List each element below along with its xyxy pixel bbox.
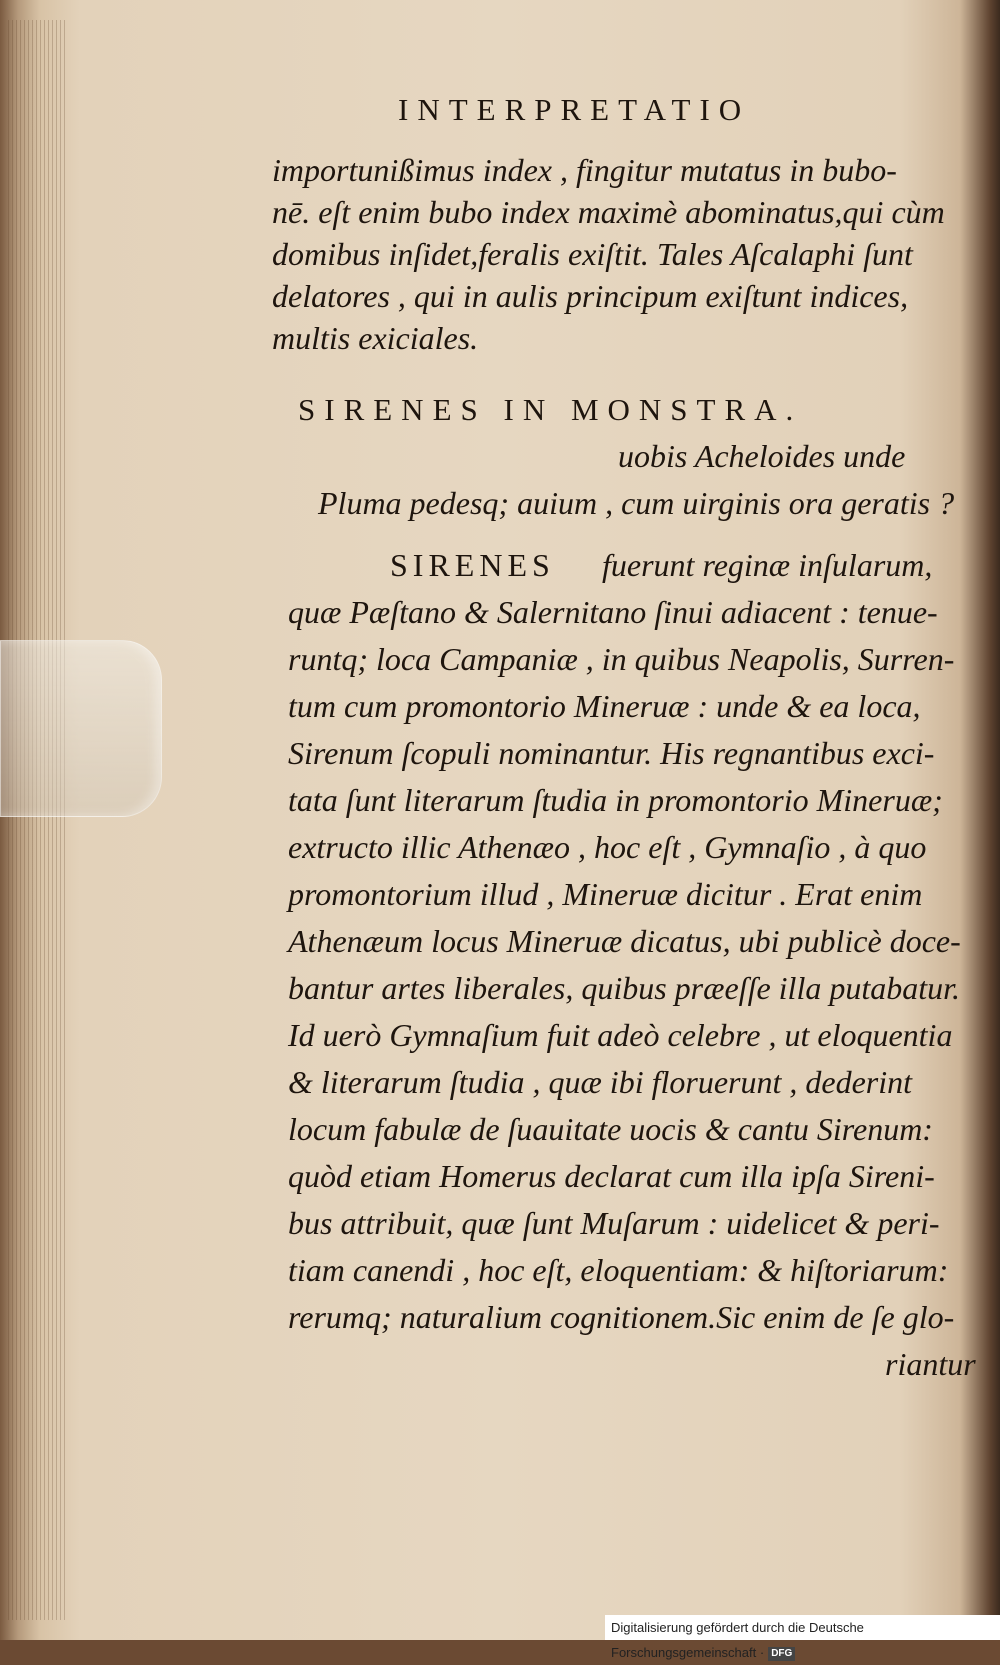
text-line: Sirenum ſcopuli nominantur. His regnantibus exci- [288,735,935,771]
initial-word: SIRENES [390,547,555,583]
text-line: quòd etiam Homerus declarat cum illa ipſa Sireni- [288,1158,935,1194]
text-line: tum cum promontorio Mineruæ : unde & ea loca, [288,688,921,724]
text-line: promontorium illud , Mineruæ dicitur . Erat enim [288,876,923,912]
text-line: delatores , qui in aulis principum exiſtunt indices, [272,278,909,314]
running-head: INTERPRETATIO [398,92,751,127]
text-line: domibus inſidet,feralis exiſtit. Tales Aſcalaphi ſunt [272,236,913,272]
text-line: quæ Pæſtano & Salernitano ſinui adiacent : tenue- [288,594,938,630]
footer-text: Digitalisierung gefördert durch die Deutsche Forschungsgemeinschaft · [611,1620,864,1660]
text-line: nē. eſt enim bubo index maximè abominatus,qui cùm [272,194,945,230]
text-line: runtq; loca Campaniæ , in quibus Neapolis, Surren- [288,641,955,677]
funding-footer [605,1615,1000,1660]
dfg-logo: DFG [768,1647,795,1661]
section-title: SIRENES IN MONSTRA. [298,392,803,427]
text-line: rerumq; naturalium cognitionem.Sic enim de ſe glo- [288,1299,955,1335]
catchword: riantur [885,1346,976,1382]
text-line: & literarum ſtudia , quæ ibi floruerunt , dederint [288,1064,912,1100]
text-line: bus attribuit, quæ ſunt Muſarum : uidelicet & peri- [288,1205,940,1241]
text-line: Athenæum locus Mineruæ dicatus, ubi publicè doce- [288,923,961,959]
text-line: tiam canendi , hoc eſt, eloquentiam: & hiſtoriarum: [288,1252,949,1288]
text-line: importunißimus index , fingitur mutatus in bubo- [272,152,897,188]
text-line: fuerunt reginæ inſularum, [602,547,933,583]
text-line: bantur artes liberales, quibus præeſſe illa putabatur. [288,970,961,1006]
verse-line: Pluma pedesq; auium , cum uirginis ora geratis ? [318,485,955,521]
text-line: tata ſunt literarum ſtudia in promontorio Mineruæ; [288,782,943,818]
text-line: locum fabulæ de ſuauitate uocis & cantu Sirenum: [288,1111,933,1147]
text-line: multis exiciales. [272,320,479,356]
text-line: extructo illic Athenæo , hoc eſt , Gymnaſio , à quo [288,829,927,865]
verse-line: uobis Acheloides unde [618,438,906,474]
text-line: Id uerò Gymnaſium fuit adeò celebre , ut eloquentia [288,1017,953,1053]
